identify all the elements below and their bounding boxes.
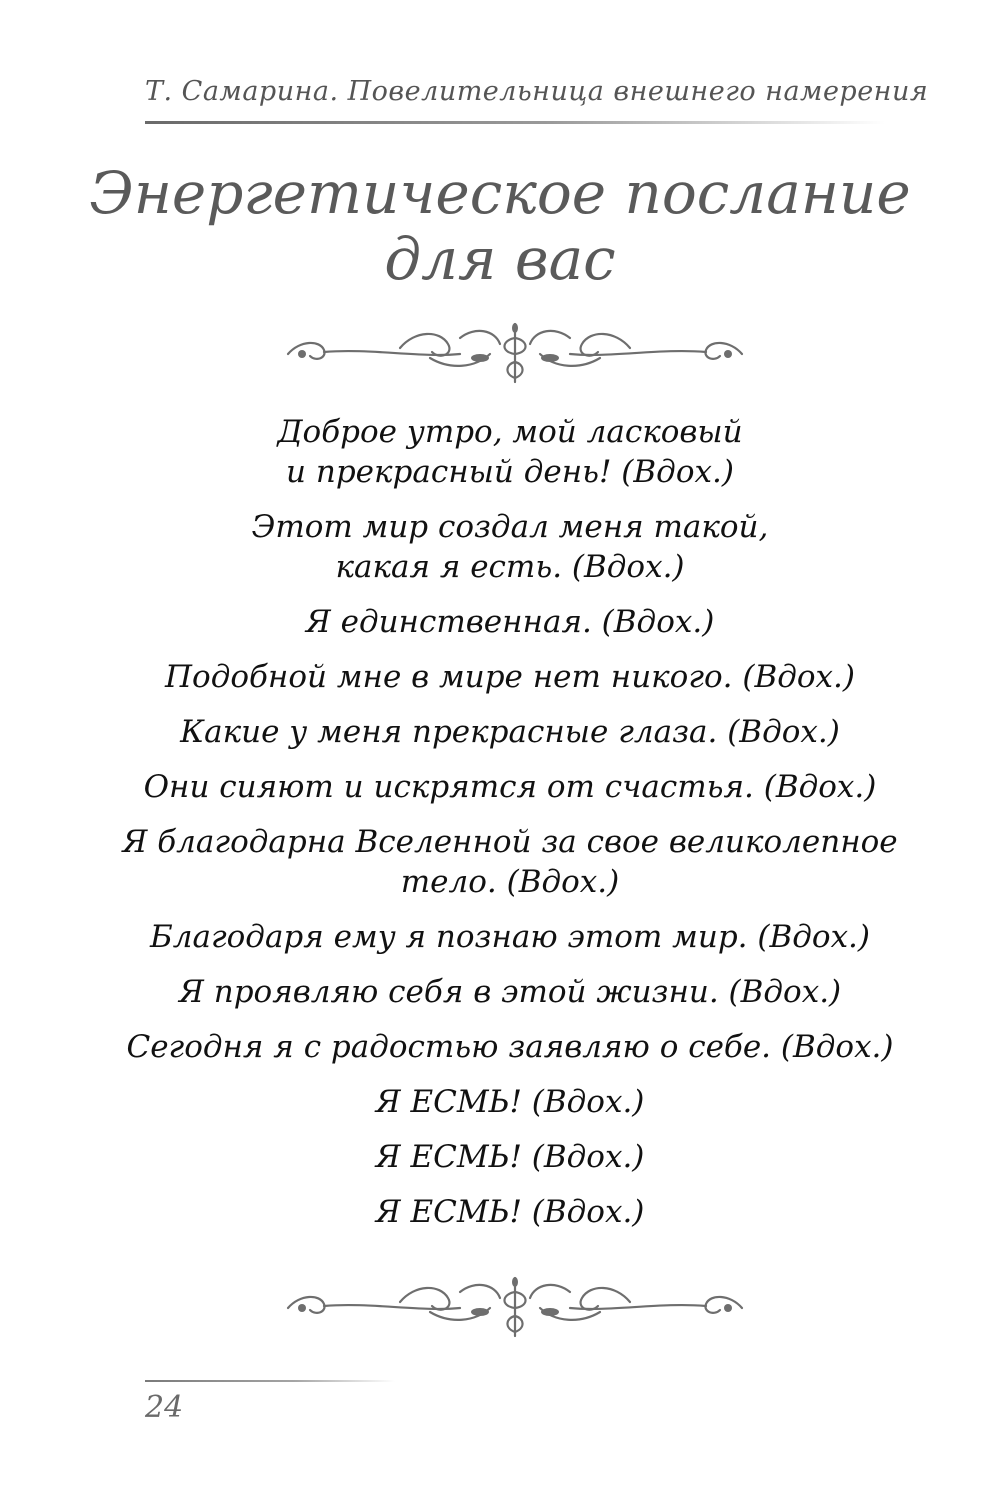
title-line-2: для вас	[384, 225, 616, 293]
page-title	[0, 160, 1000, 292]
stanza	[100, 602, 920, 642]
stanza	[100, 412, 920, 492]
stanza	[100, 1027, 920, 1067]
stanza	[100, 507, 920, 587]
stanza-line: Я ЕСМЬ! (Вдох.)	[375, 1194, 645, 1230]
stanza-line: тело. (Вдох.)	[400, 864, 620, 900]
stanza	[100, 822, 920, 902]
stanza-line: Я благодарна Вселенной за свое великолепное	[122, 824, 898, 860]
stanza	[100, 657, 920, 697]
stanza-line: Этот мир создал меня такой,	[251, 509, 769, 545]
stanza	[100, 972, 920, 1012]
stanza-line: Сегодня я с радостью заявляю о себе. (Вдох.)	[126, 1029, 894, 1065]
stanza	[100, 767, 920, 807]
stanza-line: Доброе утро, мой ласковый	[277, 414, 743, 450]
flourish-divider-icon	[280, 1272, 750, 1342]
title-line-1: Энергетическое послание	[89, 159, 911, 227]
stanza-line: Благодаря ему я познаю этот мир. (Вдох.)	[149, 919, 871, 955]
footer-rule	[145, 1380, 395, 1382]
stanza-line: Я ЕСМЬ! (Вдох.)	[375, 1084, 645, 1120]
stanza	[100, 917, 920, 957]
page-number: 24	[145, 1390, 184, 1425]
header-rule	[145, 121, 885, 124]
stanza-line: Я единственная. (Вдох.)	[305, 604, 715, 640]
stanza	[100, 712, 920, 752]
stanza	[100, 1137, 920, 1177]
stanza-line: Подобной мне в мире нет никого. (Вдох.)	[165, 659, 855, 695]
stanza	[100, 1192, 920, 1232]
stanza	[100, 1082, 920, 1122]
affirmation-text	[100, 412, 920, 1247]
stanza-line: Они сияют и искрятся от счастья. (Вдох.)	[143, 769, 877, 805]
stanza-line: Я проявляю себя в этой жизни. (Вдох.)	[178, 974, 842, 1010]
flourish-divider-icon	[280, 318, 750, 388]
stanza-line: Я ЕСМЬ! (Вдох.)	[375, 1139, 645, 1175]
stanza-line: какая я есть. (Вдох.)	[335, 549, 685, 585]
stanza-line: Какие у меня прекрасные глаза. (Вдох.)	[180, 714, 840, 750]
stanza-line: и прекрасный день! (Вдох.)	[286, 454, 734, 490]
running-header: Т. Самарина. Повелительница внешнего намерения	[145, 76, 929, 107]
